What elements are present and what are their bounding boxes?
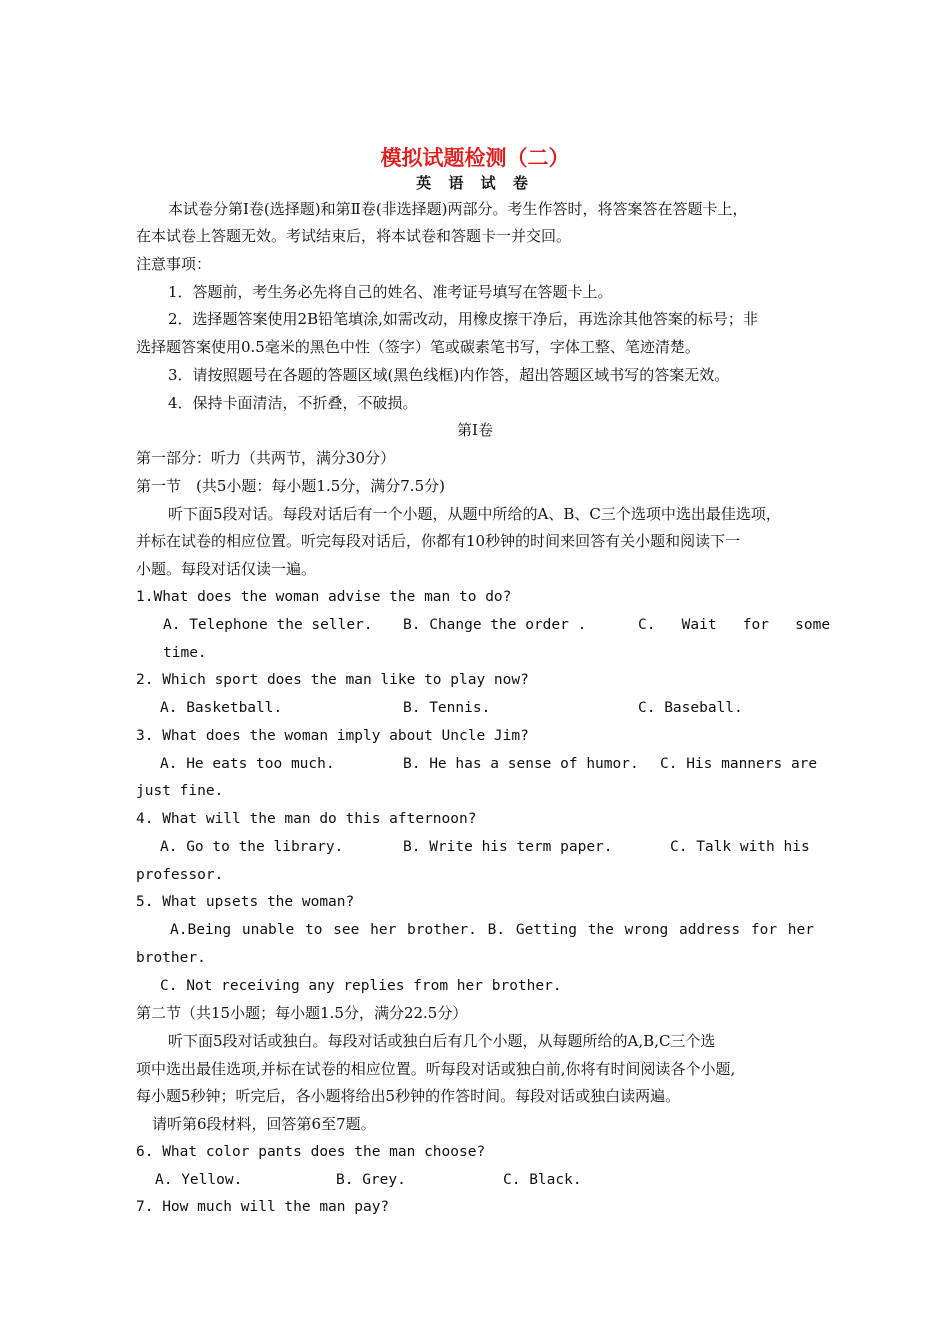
note-2-line-1: 2．选择题答案使用2B铅笔填涂,如需改动，用橡皮擦干净后，再选涂其他答案的标号；非 (168, 310, 758, 328)
question-1: 1.What does the woman advise the man to do? (136, 589, 512, 605)
q3-option-c-cont: just fine. (136, 783, 224, 799)
section2-directions-3: 每小题5秒钟；听完后，各小题将给出5秒钟的作答时间。每段对话或独白读两遍。 (136, 1087, 681, 1105)
q6-option-b: B. Grey. (336, 1172, 406, 1188)
note-1: 1．答题前，考生务必先将自己的姓名、准考证号填写在答题卡上。 (168, 283, 613, 301)
q1-option-b: B. Change the order . (403, 617, 587, 633)
section1-directions-2: 并标在试卷的相应位置。听完每段对话后，你都有10秒钟的时间来回答有关小题和阅读下一 (136, 532, 741, 550)
q2-option-c: C. Baseball. (638, 700, 743, 716)
page-subtitle: 英 语 试 卷 (416, 174, 534, 192)
question-7: 7. How much will the man pay? (136, 1199, 390, 1215)
q5-options-ab: A.Being unable to see her brother. B. Getting the wrong address for her (170, 922, 814, 938)
note-4: 4．保持卡面清洁，不折叠，不破损。 (168, 394, 418, 412)
section1-directions-3: 小题。每段对话仅读一遍。 (136, 560, 317, 578)
section2-directions-1: 听下面5段对话或独白。每段对话或独白后有几个小题，从每题所给的A,B,C三个选 (168, 1032, 716, 1050)
intro-line-2: 在本试卷上答题无效。考试结束后，将本试卷和答题卡一并交回。 (136, 227, 572, 245)
part1-heading: 第一部分：听力（共两节，满分30分） (136, 449, 396, 467)
question-2: 2. Which sport does the man like to play now? (136, 672, 529, 688)
section2-directions-4: 请听第6段材料，回答第6至7题。 (152, 1115, 376, 1133)
q1-option-c: C. Wait for some (638, 617, 831, 633)
section2-heading: 第二节（共15小题；每小题1.5分，满分22.5分） (136, 1004, 468, 1022)
section2-directions-2: 项中选出最佳选项,并标在试卷的相应位置。听每段对话或独白前,你将有时间阅读各个小题, (136, 1060, 736, 1078)
q3-option-a: A. He eats too much. (160, 756, 335, 772)
q2-option-a: A. Basketball. (160, 700, 283, 716)
q6-option-c: C. Black. (503, 1172, 582, 1188)
intro-line-1: 本试卷分第Ⅰ卷(选择题)和第Ⅱ卷(非选择题)两部分。考生作答时，将答案答在答题卡上， (168, 200, 748, 218)
volume-heading: 第Ⅰ卷 (457, 421, 493, 439)
q5-option-c: C. Not receiving any replies from her brother. (160, 978, 562, 994)
note-2-line-2: 选择题答案使用0.5毫米的黑色中性（签字）笔或碳素笔书写，字体工整、笔迹清楚。 (136, 338, 700, 356)
q4-option-c-cont: professor. (136, 867, 224, 883)
page-title: 模拟试题检测（二） (380, 146, 570, 170)
q2-option-b: B. Tennis. (403, 700, 491, 716)
q4-option-a: A. Go to the library. (160, 839, 344, 855)
section1-heading: 第一节 (共5小题：每小题1.5分，满分7.5分) (136, 477, 445, 495)
question-3: 3. What does the woman imply about Uncle Jim? (136, 728, 529, 744)
note-3: 3．请按照题号在各题的答题区域(黑色线框)内作答，超出答题区域书写的答案无效。 (168, 366, 730, 384)
question-6: 6. What color pants does the man choose? (136, 1144, 486, 1160)
q1-option-c-cont: time. (163, 645, 207, 661)
section1-directions-1: 听下面5段对话。每段对话后有一个小题，从题中所给的A、B、C三个选项中选出最佳选项， (168, 505, 781, 523)
q3-option-c: C. His manners are (660, 756, 818, 772)
q4-option-c: C. Talk with his (670, 839, 810, 855)
q3-option-b: B. He has a sense of humor. (403, 756, 639, 772)
question-5: 5. What upsets the woman? (136, 894, 355, 910)
q1-option-a: A. Telephone the seller. (163, 617, 373, 633)
q5-options-ab-cont: brother. (136, 950, 206, 966)
notes-heading: 注意事项： (136, 255, 212, 273)
q4-option-b: B. Write his term paper. (403, 839, 613, 855)
q6-option-a: A. Yellow. (155, 1172, 243, 1188)
question-4: 4. What will the man do this afternoon? (136, 811, 477, 827)
